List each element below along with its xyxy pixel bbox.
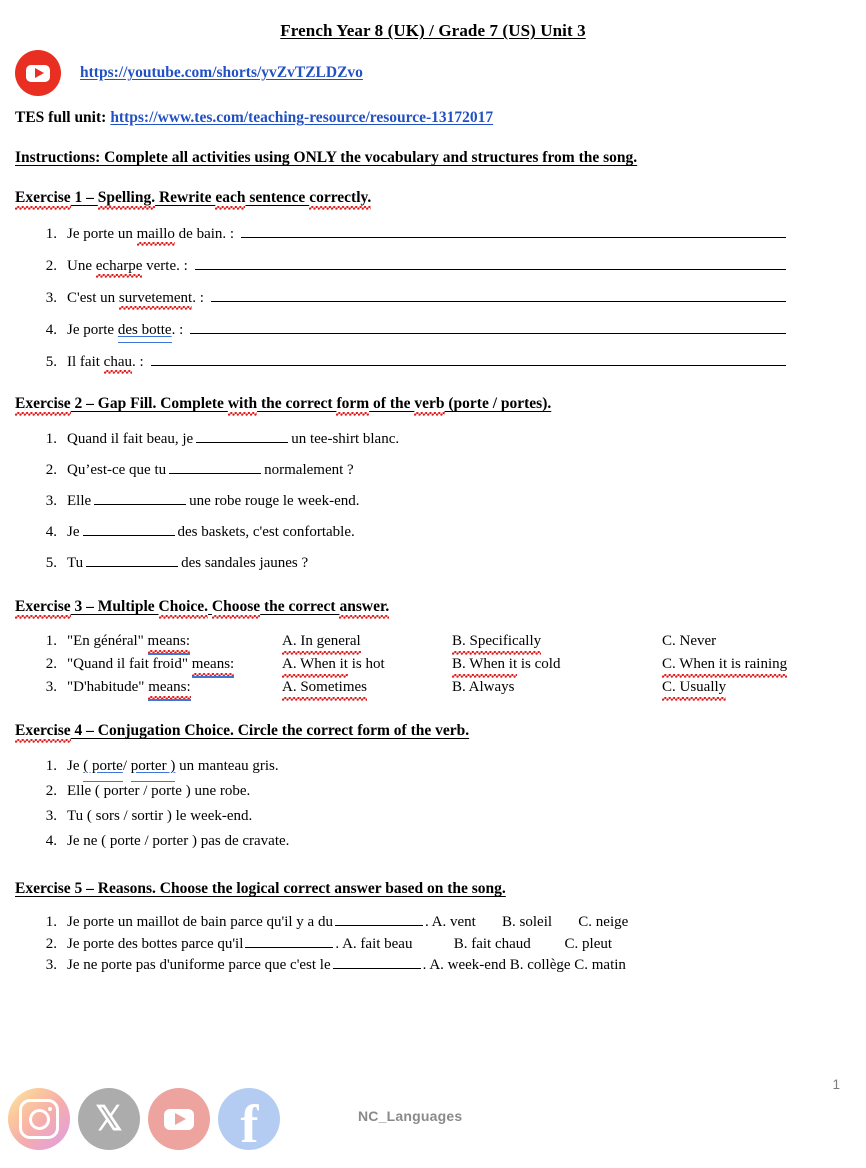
item-number: 1. <box>45 431 57 447</box>
item-text-pre: Une <box>67 258 96 274</box>
spellcheck-mark: Choice. <box>158 598 209 615</box>
option-separator: / <box>122 758 131 774</box>
item-number: 2. <box>45 462 57 478</box>
answer-line[interactable] <box>211 288 786 302</box>
list-item <box>37 779 866 803</box>
item-number: 1. <box>45 633 57 649</box>
item-text-pre: Je <box>67 758 84 774</box>
answer-line[interactable] <box>151 352 786 366</box>
spellcheck-mark: B. When it <box>452 653 517 675</box>
item-text <box>67 523 355 541</box>
table-row <box>37 676 866 698</box>
exercise-5-heading <box>0 880 866 898</box>
item-text[interactable]: Elle ( porter / porte ) une robe. <box>67 783 251 799</box>
item-text <box>67 322 183 339</box>
x-twitter-icon-glyph: 𝕏 <box>95 1100 123 1138</box>
spellcheck-mark: survetement <box>118 290 193 306</box>
item-text-after: des baskets, c'est confortable. <box>177 524 355 540</box>
instagram-icon-square <box>19 1099 59 1139</box>
list-item <box>37 461 866 479</box>
item-number: 1. <box>45 914 57 930</box>
item-number: 2. <box>45 935 57 952</box>
question-text-pre: "En général" <box>67 633 148 649</box>
question-text-pre: "D'habitude" <box>67 679 149 695</box>
gap-blank[interactable] <box>335 913 423 926</box>
item-text-before: Qu’est-ce que tu <box>67 462 167 478</box>
item-text-pre: C'est un <box>67 290 119 306</box>
instagram-icon[interactable] <box>8 1088 70 1150</box>
item-text-pre: Je porte un <box>67 226 137 242</box>
item-text-post: un manteau gris. <box>175 758 279 774</box>
youtube-footer-icon-play-triangle <box>175 1113 186 1125</box>
exercise-1-list <box>0 224 866 371</box>
question-text <box>67 676 282 698</box>
youtube-link[interactable]: https://youtube.com/shorts/yvZvTZLDZvo <box>80 64 363 81</box>
list-item <box>37 955 866 976</box>
gap-blank[interactable] <box>169 461 261 474</box>
exercise-2-heading <box>0 395 866 413</box>
item-text <box>67 754 279 778</box>
tes-label: TES full unit: <box>15 109 107 126</box>
footer-brand: NC_Languages <box>358 1108 463 1124</box>
item-number: 3. <box>45 493 57 509</box>
x-twitter-icon[interactable] <box>78 1088 140 1150</box>
option-b[interactable] <box>452 630 662 652</box>
spellcheck-mark: means: <box>148 630 191 652</box>
item-text <box>67 554 308 572</box>
item-options[interactable]: . A. fait beau B. fait chaud C. pleut <box>335 935 613 952</box>
exercise-1-number: 1 <box>74 189 83 206</box>
item-text[interactable]: Je ne ( porte / porter ) pas de cravate. <box>67 833 290 849</box>
item-text-before: Elle <box>67 493 92 509</box>
item-text <box>67 955 626 976</box>
option-a[interactable]: A. When it is hot <box>282 653 452 675</box>
spellcheck-mark: A. In general <box>282 630 361 652</box>
item-text-before: Tu <box>67 555 84 571</box>
youtube-link-row <box>0 49 866 97</box>
instagram-icon-dot <box>48 1107 52 1111</box>
list-item <box>37 352 866 371</box>
item-number: 2. <box>45 783 57 799</box>
exercise-1-heading-text: Exercise 1 – Spelling. Rewrite each sentence correctly. <box>15 189 372 206</box>
exercise-4-list <box>0 754 866 853</box>
exercise-2-heading-text: Exercise 2 – Gap Fill. Complete with the correct form of the verb (porte / portes). <box>15 395 552 412</box>
item-number: 1. <box>45 226 57 242</box>
spellcheck-mark: Exercise <box>15 598 71 615</box>
grammar-mark: des botte <box>117 322 172 338</box>
instructions-text: Instructions: Complete all activities using ONLY the vocabulary and structures from the song. <box>15 149 638 166</box>
grammar-mark[interactable]: porter ) <box>131 754 176 778</box>
spellcheck-mark: echarpe <box>95 258 143 274</box>
item-text <box>67 461 354 479</box>
list-item <box>37 804 866 828</box>
tes-link-row <box>0 109 866 127</box>
list-item <box>37 554 866 572</box>
list-item <box>37 754 866 778</box>
exercise-4-heading <box>0 722 866 740</box>
gap-blank[interactable] <box>94 492 186 505</box>
answer-line[interactable] <box>190 320 786 334</box>
item-text-before: Quand il fait beau, je <box>67 431 194 447</box>
page-number: 1 <box>832 1077 840 1092</box>
item-stem: Je ne porte pas d'uniforme parce que c'est le <box>67 957 331 973</box>
option-b[interactable]: B. When it is cold <box>452 653 662 675</box>
spellcheck-mark: Choose <box>211 598 261 615</box>
item-number: 3. <box>45 290 57 306</box>
answer-line[interactable] <box>241 224 786 238</box>
exercise-3-heading <box>0 598 866 616</box>
exercise-5-list <box>0 912 866 976</box>
item-number: 3. <box>45 957 57 973</box>
spellcheck-mark: means: <box>192 653 235 675</box>
item-number: 2. <box>45 656 57 672</box>
item-text-after: normalement ? <box>264 462 354 478</box>
exercise-5-heading-text: Exercise 5 – Reasons. Choose the logical correct answer based on the song. <box>15 880 506 897</box>
gap-blank[interactable] <box>245 935 333 948</box>
gap-blank[interactable] <box>83 523 175 536</box>
option-c[interactable] <box>662 676 866 698</box>
item-number: 4. <box>45 524 57 540</box>
exercise-3-heading-text: Exercise 3 – Multiple Choice. Choose the correct answer. <box>15 598 390 615</box>
youtube-footer-icon[interactable] <box>148 1088 210 1150</box>
item-text-post: verte. : <box>142 258 188 274</box>
list-item <box>37 934 866 955</box>
item-text-after: un tee-shirt blanc. <box>291 431 400 447</box>
item-text-post: de bain. : <box>174 226 235 242</box>
table-row <box>37 653 866 675</box>
page-footer <box>0 1068 866 1168</box>
list-item <box>37 288 866 307</box>
item-text <box>67 430 399 448</box>
item-number: 4. <box>45 833 57 849</box>
tes-link[interactable]: https://www.tes.com/teaching-resource/resource-13172017 <box>110 109 494 126</box>
item-number: 5. <box>45 354 57 370</box>
item-text <box>67 934 612 955</box>
spellcheck-mark: each <box>215 189 246 206</box>
item-options[interactable]: . A. vent B. soleil C. neige <box>424 914 629 930</box>
list-item <box>37 523 866 541</box>
spellcheck-mark: C. Usually <box>662 676 726 698</box>
list-item <box>37 492 866 510</box>
question-text <box>67 630 282 652</box>
item-number: 4. <box>45 322 57 338</box>
list-item <box>37 430 866 448</box>
item-text[interactable]: Tu ( sors / sortir ) le week-end. <box>67 808 253 824</box>
item-text-pre: Je porte <box>67 322 118 338</box>
item-text-pre: Il fait <box>67 354 104 370</box>
exercise-3-list <box>0 630 866 698</box>
list-item <box>37 912 866 933</box>
item-text-post: . : <box>192 290 204 306</box>
spellcheck-mark: Exercise <box>15 722 71 739</box>
item-text <box>67 290 204 307</box>
option-c[interactable] <box>662 653 866 675</box>
item-number: 5. <box>45 555 57 571</box>
youtube-icon-play-triangle <box>35 68 44 78</box>
item-stem: Je porte des bottes parce qu'il <box>67 935 244 952</box>
spellcheck-mark: C. When it is raining <box>662 653 787 675</box>
list-item <box>37 256 866 275</box>
item-number: 2. <box>45 258 57 274</box>
item-text-before: Je <box>67 524 80 540</box>
item-text-after: des sandales jaunes ? <box>181 555 309 571</box>
item-text <box>67 354 144 371</box>
option-b[interactable]: B. Always <box>452 679 515 695</box>
spellcheck-mark: Exercise <box>15 395 71 412</box>
page-title-text: French Year 8 (UK) / Grade 7 (US) Unit 3 <box>280 21 586 40</box>
spellcheck-mark: A. Sometimes <box>282 676 367 698</box>
social-icons <box>8 1088 280 1150</box>
table-row <box>37 630 866 652</box>
question-text <box>67 653 282 675</box>
spellcheck-mark: form <box>336 395 370 412</box>
question-text-pre: "Quand il fait froid" <box>67 656 192 672</box>
page-title <box>0 0 866 41</box>
gap-blank[interactable] <box>333 956 421 969</box>
item-number: 1. <box>45 758 57 774</box>
item-options[interactable]: . A. week-end B. collège C. matin <box>422 957 626 973</box>
spellcheck-mark: means: <box>148 676 191 698</box>
list-item <box>37 224 866 243</box>
item-text-post: . : <box>171 322 184 338</box>
option-a[interactable] <box>282 676 452 698</box>
exercise-4-heading-text: Exercise 4 – Conjugation Choice. Circle the correct form of the verb. <box>15 722 470 739</box>
item-text <box>67 912 628 933</box>
spellcheck-mark: chau <box>103 354 132 370</box>
spellcheck-mark: Exercise <box>15 189 71 206</box>
grammar-mark[interactable]: ( porte <box>83 754 123 778</box>
spellcheck-mark: correctly. <box>309 189 372 206</box>
list-item <box>37 320 866 339</box>
instructions-line <box>0 149 866 167</box>
item-text <box>67 258 188 275</box>
item-text-post: . : <box>131 354 144 370</box>
dash: – <box>86 189 94 206</box>
item-stem: Je porte un maillot de bain parce qu'il y a du <box>67 914 333 930</box>
instagram-icon-lens <box>29 1109 50 1130</box>
item-text-after: une robe rouge le week-end. <box>189 493 360 509</box>
item-text <box>67 492 360 510</box>
youtube-footer-icon-plate <box>164 1109 194 1130</box>
spellcheck-mark: answer. <box>339 598 390 615</box>
gap-blank[interactable] <box>196 430 288 443</box>
option-a[interactable] <box>282 630 452 652</box>
exercise-1-heading <box>0 189 866 207</box>
spellcheck-mark: A. When it <box>282 653 348 675</box>
spellcheck-mark: B. Specifically <box>452 630 541 652</box>
option-c[interactable]: C. Never <box>662 633 717 649</box>
gap-blank[interactable] <box>86 554 178 567</box>
facebook-icon[interactable] <box>218 1088 280 1150</box>
facebook-icon-glyph: f <box>240 1094 258 1150</box>
spellcheck-mark: verb <box>414 395 445 412</box>
item-text <box>67 226 234 243</box>
list-item <box>37 829 866 853</box>
answer-line[interactable] <box>195 256 786 270</box>
youtube-icon-plate <box>26 65 50 82</box>
youtube-icon <box>15 50 61 96</box>
spellcheck-mark: maillo <box>136 226 175 242</box>
exercise-2-list <box>0 430 866 572</box>
spellcheck-mark: with <box>227 395 258 412</box>
spellcheck-mark: Spelling. <box>97 189 156 206</box>
item-number: 3. <box>45 679 57 695</box>
item-number: 3. <box>45 808 57 824</box>
